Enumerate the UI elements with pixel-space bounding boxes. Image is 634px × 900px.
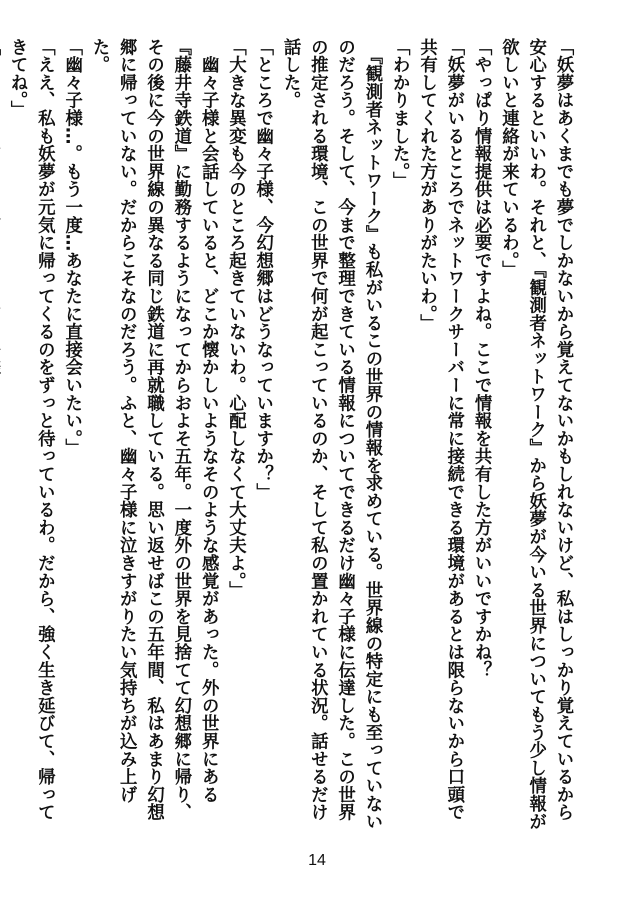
vertical-text-body [0,38,576,838]
paragraph-waiting: 「ええ、私も妖夢が元気に帰ってくるのをずっと待っているわ。だから、強く生き延びて、帰ってきてね。」 [7,38,55,822]
paragraph-want-to-meet: 「幽々子様…。もう一度…あなたに直接会いたい。」 [61,38,82,457]
paragraph-yuyuko-remembers: 「妖夢はあくまでも夢でしかないから覚えてないかもしれないけど、私はしっかり覚えているから安心するといいわ。それと、『観測者ネットワーク』から妖夢が今いる世界についてもう少し情報が欲しいと連絡が来ているわ。」 [498,38,573,831]
paragraph-youmu-share-question: 「やっぱり情報提供は必要ですよね。ここで情報を共有した方がいいですかね？ [471,38,492,679]
paragraph-no-incident: 「大きな異変も今のところ起きていないわ。心配しなくて大丈夫よ。」 [225,38,246,599]
paragraph-understood: 「わかりました。」 [389,38,410,190]
paragraph-gensokyo-question: 「ところで幽々子様、今幻想郷はどうなっていますか？」 [252,38,273,501]
paragraph-yuyuko-verbal-share: 「妖夢がいるところでネットワークサーバーに常に接続できる環境があるとは限らないから口頭で共有してくれた方がありがたいわ。」 [416,38,464,822]
paragraph-narration-network: 『観測者ネットワーク』も私がいるこの世界の情報を求めている。世界線の特定にも至っていないのだろう。そして、今まで整理できている情報についてできるだけ幽々子様に伝達した。この世界の推定される環境、この世界で何が起こっているのか、そして私の置かれている状況。話せるだけ話した。 [280,38,382,831]
page-number: 14 [308,852,326,869]
paragraph-narration-nostalgia: 幽々子様と会話していると、どこか懐かしいようなそのような感覚があった。外の世界にある『藤井寺鉄道』に勤務するようになってからおよそ五年。一度外の世界を見捨てて幻想郷に帰り、その後に今の世界線の異なる同じ鉄道に再就職している。思い返せばこの五年間、私はあまり幻想郷に帰っていない。だからこそなのだろう。ふと、幽々子様に泣きすがりたい気持ちが込み上げた。 [88,38,219,822]
paragraph-thanks [0,38,3,838]
